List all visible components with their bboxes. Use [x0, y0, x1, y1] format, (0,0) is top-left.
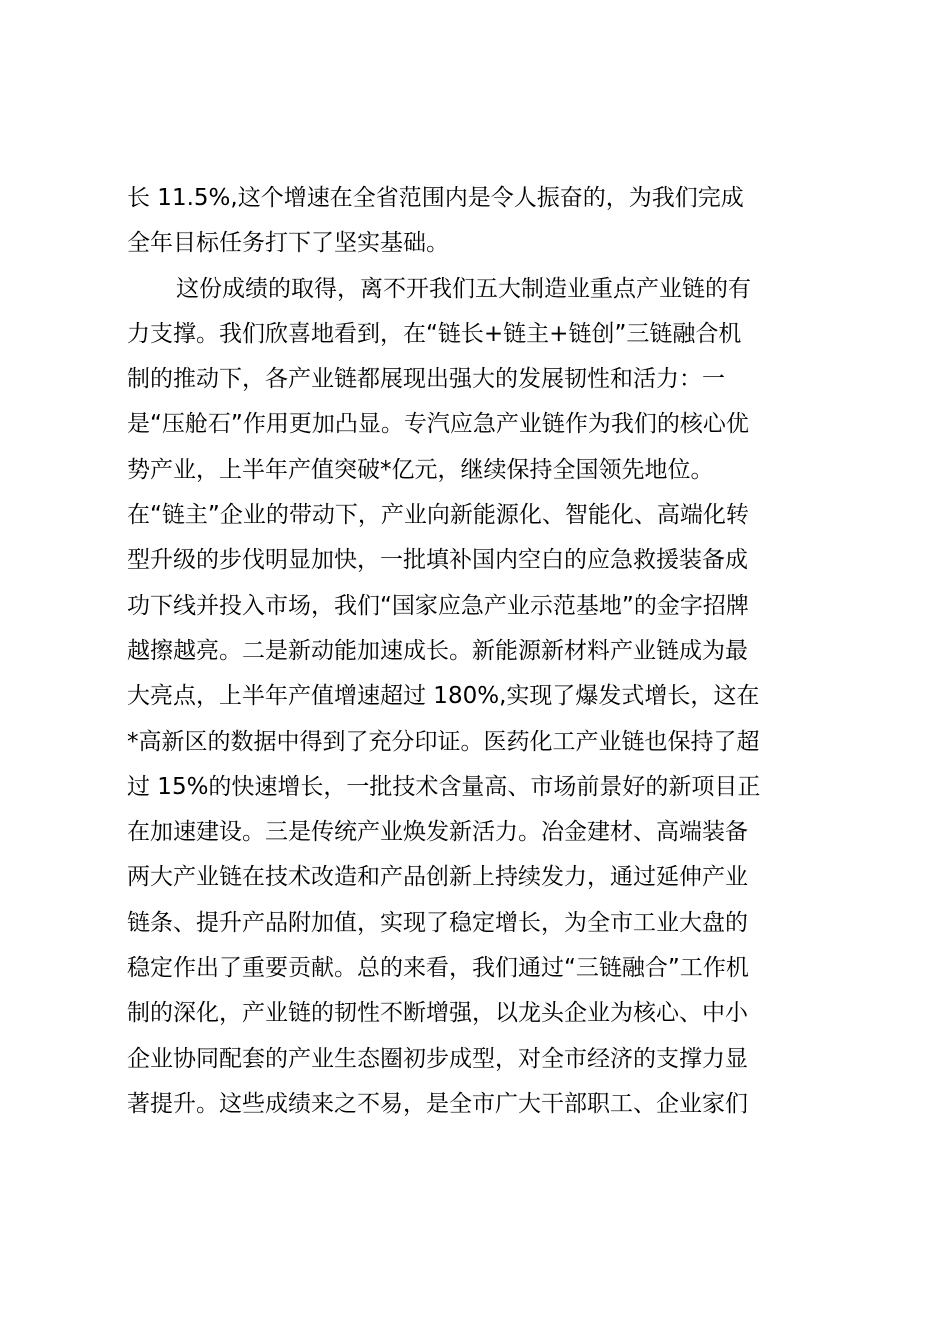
text-line: 势产业，上半年产值突破*亿元，继续保持全国领先地位。	[127, 456, 714, 483]
text-line: 制的深化，产业链的韧性不断增强，以龙头企业为核心、中小	[127, 1000, 748, 1027]
text-line: 制的推动下，各产业链都展现出强大的发展韧性和活力：一	[127, 366, 725, 393]
paragraph-first-line: 这份成绩的取得，离不开我们五大制造业重点产业链的有	[176, 275, 751, 302]
text-line: 型升级的步伐明显加快，一批填补国内空白的应急救援装备成	[127, 547, 748, 574]
text-line: 两大产业链在技术改造和产品创新上持续发力，通过延伸产业	[127, 864, 748, 891]
text-line: 功下线并投入市场，我们“国家应急产业示范基地”的金字招牌	[127, 592, 749, 619]
text-line: 是“压舱石”作用更加凸显。专汽应急产业链作为我们的核心优	[127, 411, 749, 438]
text-line: 企业协同配套的产业生态圈初步成型，对全市经济的支撑力显	[127, 1045, 748, 1072]
text-line: *高新区的数据中得到了充分印证。医药化工产业链也保持了超	[127, 728, 760, 755]
text-line: 力支撑。我们欣喜地看到，在“链长+链主+链创”三链融合机	[127, 320, 742, 347]
text-line: 长 11.5%,这个增速在全省范围内是令人振奋的，为我们完成	[127, 185, 744, 211]
text-line: 在加速建设。三是传统产业焕发新活力。冶金建材、高端装备	[127, 819, 748, 846]
text-line: 在“链主”企业的带动下，产业向新能源化、智能化、高端化转	[127, 502, 749, 529]
body-text	[127, 176, 827, 1127]
text-line: 链条、提升产品附加值，实现了稳定增长，为全市工业大盘的	[127, 909, 748, 936]
text-line: 越擦越亮。二是新动能加速成长。新能源新材料产业链成为最	[127, 637, 748, 664]
text-line: 大亮点，上半年产值增速超过 180%,实现了爆发式增长，这在	[127, 683, 760, 710]
text-line: 稳定作出了重要贡献。总的来看，我们通过“三链融合”工作机	[127, 955, 749, 982]
text-line: 著提升。这些成绩来之不易，是全市广大干部职工、企业家们	[127, 1090, 748, 1117]
text-line: 全年目标任务打下了坚实基础。	[127, 230, 449, 257]
text-line: 过 15%的快速增长，一批技术含量高、市场前景好的新项目正	[127, 773, 761, 800]
